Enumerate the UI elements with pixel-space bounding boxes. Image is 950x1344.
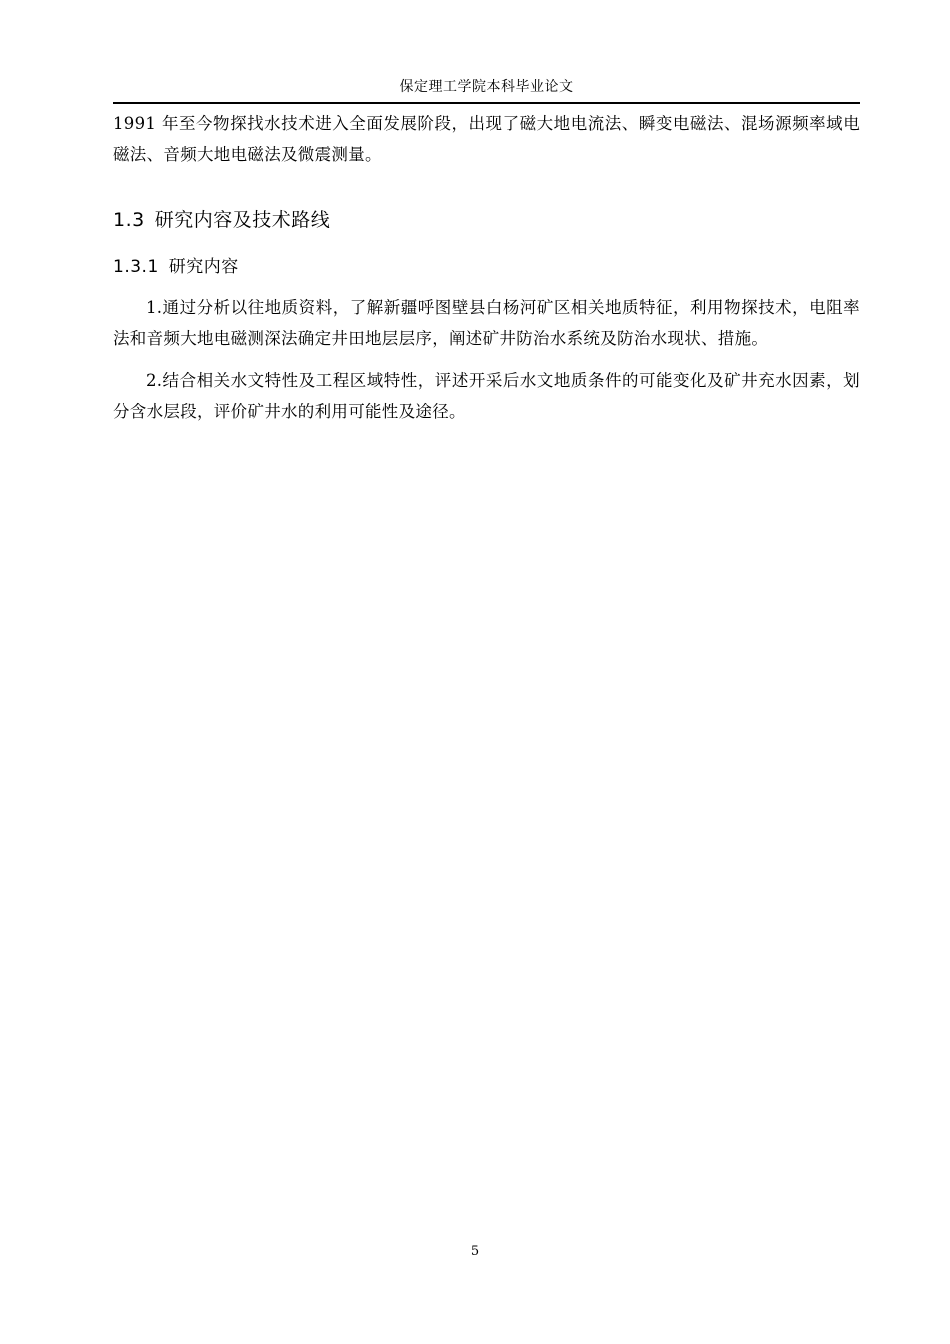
content-paragraph-2: 2.结合相关水文特性及工程区域特性，评述开采后水文地质条件的可能变化及矿井充水因素，划分含水层段，评价矿井水的利用可能性及途径。 [113, 371, 860, 421]
subsection-title: 研究内容 [168, 257, 239, 277]
section-title: 研究内容及技术路线 [154, 209, 331, 231]
intro-paragraph: 1991 年至今物探找水技术进入全面发展阶段，出现了磁大地电流法、瞬变电磁法、混场源频率域电磁法、音频大地电磁法及微震测量。 [113, 114, 860, 164]
header-title: 保定理工学院本科毕业论文 [399, 79, 574, 95]
section-heading [113, 206, 860, 234]
content-paragraph-1: 1.通过分析以往地质资料，了解新疆呼图壁县白杨河矿区相关地质特征，利用物探技术，电阻率法和音频大地电磁测深法确定井田地层层序，阐述矿井防治水系统及防治水现状、措施。 [113, 298, 860, 348]
document-body [113, 108, 860, 427]
subsection-heading [113, 254, 860, 280]
page-number: 5 [470, 1244, 480, 1259]
page-header [113, 76, 860, 104]
subsection-number: 1.3.1 [113, 257, 159, 277]
section-number: 1.3 [113, 209, 145, 231]
